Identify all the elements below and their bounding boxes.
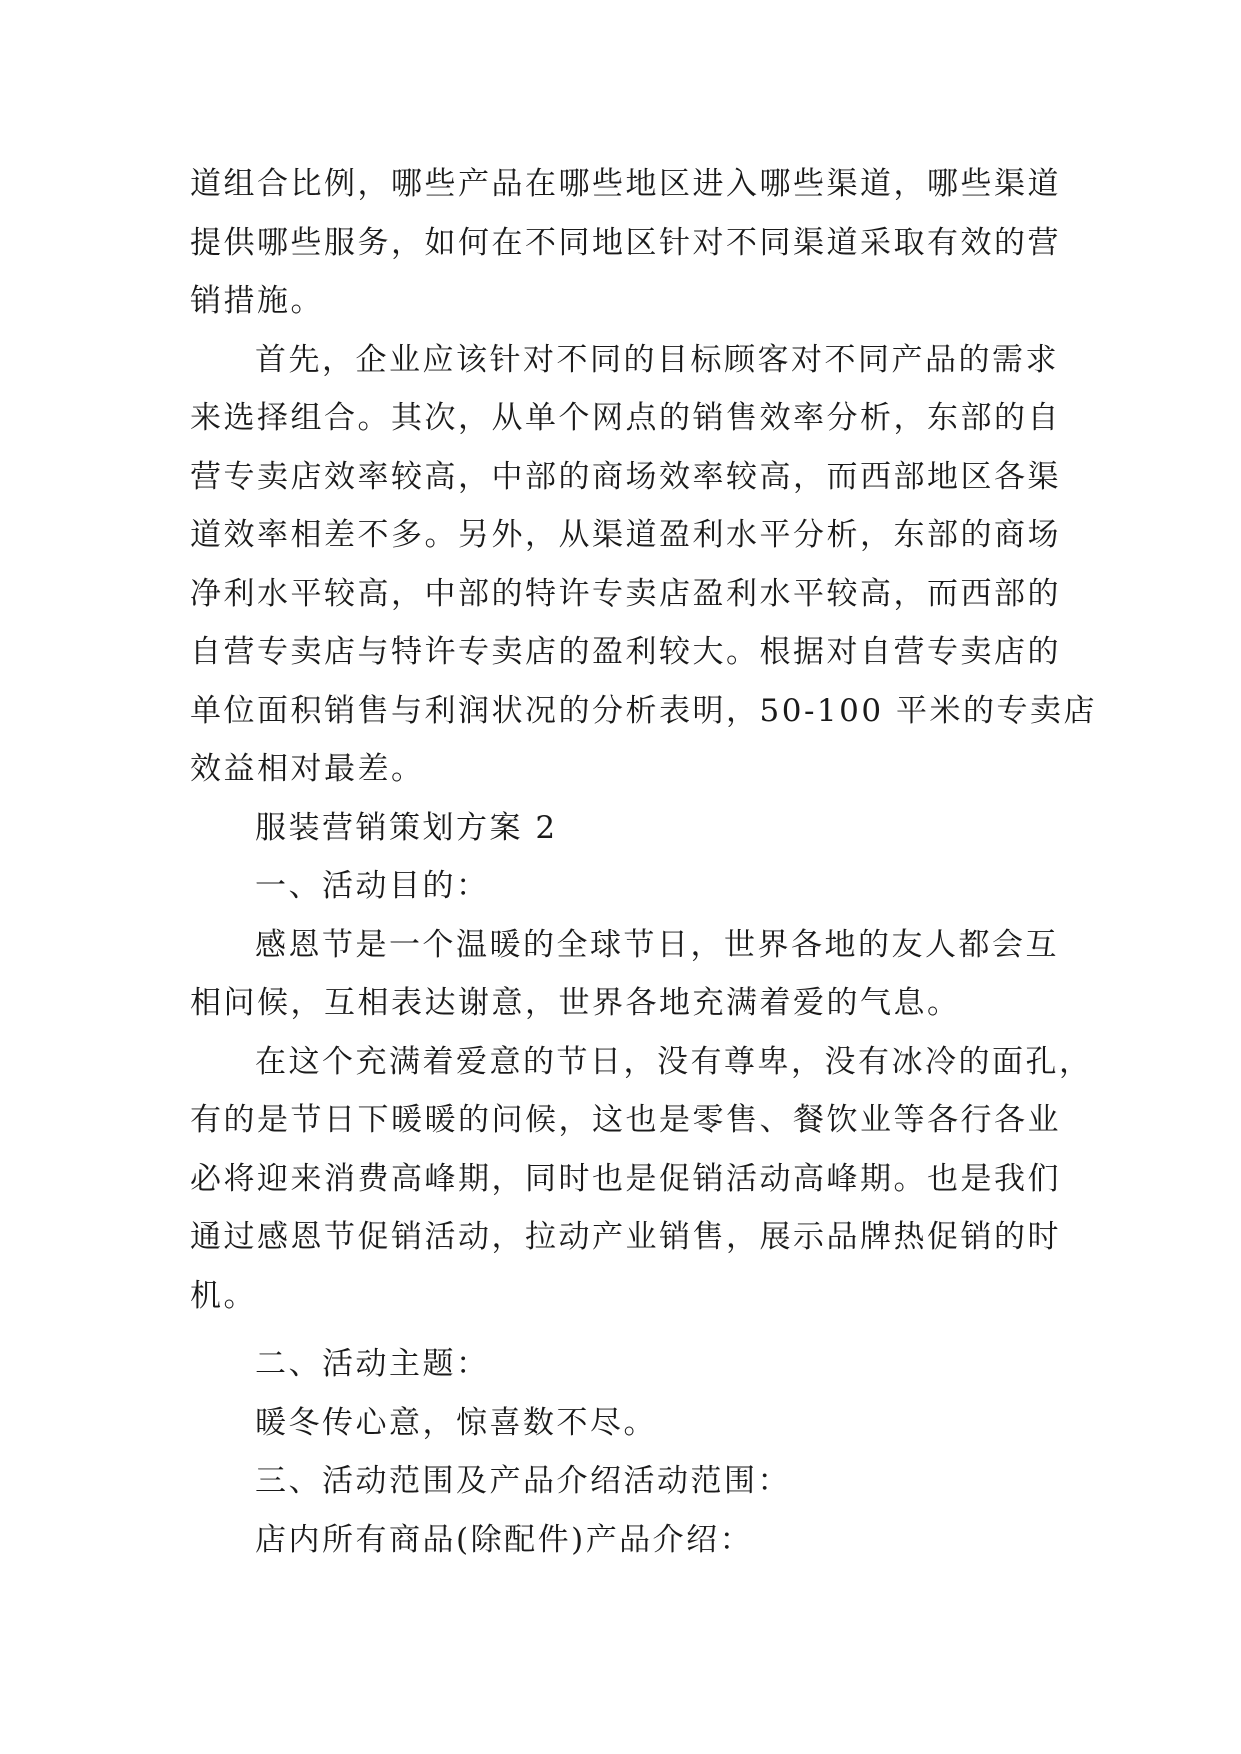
paragraph-start: 感恩节是一个温暖的全球节日，世界各地的友人都会互 [255, 926, 1059, 963]
text-line: 自营专卖店与特许专卖店的盈利较大。根据对自营专卖店的 [190, 634, 1061, 670]
text-line: 净利水平较高，中部的特许专卖店盈利水平较高，而西部的 [190, 575, 1061, 612]
section-heading: 三、活动范围及产品介绍活动范围： [255, 1463, 791, 1499]
text-line: 营专卖店效率较高，中部的商场效率较高，而西部地区各渠 [190, 458, 1061, 495]
text-line: 机。 [190, 1277, 257, 1314]
section-heading: 一、活动目的： [255, 868, 490, 904]
text-line: 提供哪些服务，如何在不同地区针对不同渠道采取有效的营 [190, 224, 1061, 261]
text-line: 单位面积销售与利润状况的分析表明，50-100 平米的专卖店 [190, 692, 1097, 729]
text-line: 必将迎来消费高峰期，同时也是促销活动高峰期。也是我们 [190, 1160, 1061, 1197]
text-line: 来选择组合。其次，从单个网点的销售效率分析，东部的自 [190, 400, 1061, 436]
text-line: 道组合比例，哪些产品在哪些地区进入哪些渠道，哪些渠道 [190, 166, 1061, 202]
text-line: 道效率相差不多。另外，从渠道盈利水平分析，东部的商场 [190, 517, 1061, 553]
paragraph-start: 暖冬传心意，惊喜数不尽。 [255, 1404, 657, 1441]
section-title: 服装营销策划方案 2 [255, 809, 558, 846]
text-line: 通过感恩节促销活动，拉动产业销售，展示品牌热促销的时 [190, 1219, 1061, 1255]
text-line: 销措施。 [190, 283, 324, 319]
text-line: 效益相对最差。 [190, 751, 425, 787]
text-line: 有的是节日下暖暖的问候，这也是零售、餐饮业等各行各业 [190, 1102, 1061, 1138]
paragraph-start: 在这个充满着爱意的节日，没有尊卑，没有冰冷的面孔， [255, 1043, 1093, 1080]
document-page [190, 155, 1097, 1569]
text-line: 相问候，互相表达谢意，世界各地充满着爱的气息。 [190, 985, 961, 1021]
section-heading: 二、活动主题： [255, 1346, 490, 1382]
paragraph-start: 首先，企业应该针对不同的目标顾客对不同产品的需求 [255, 341, 1059, 378]
paragraph-start: 店内所有商品(除配件)产品介绍： [255, 1521, 754, 1558]
